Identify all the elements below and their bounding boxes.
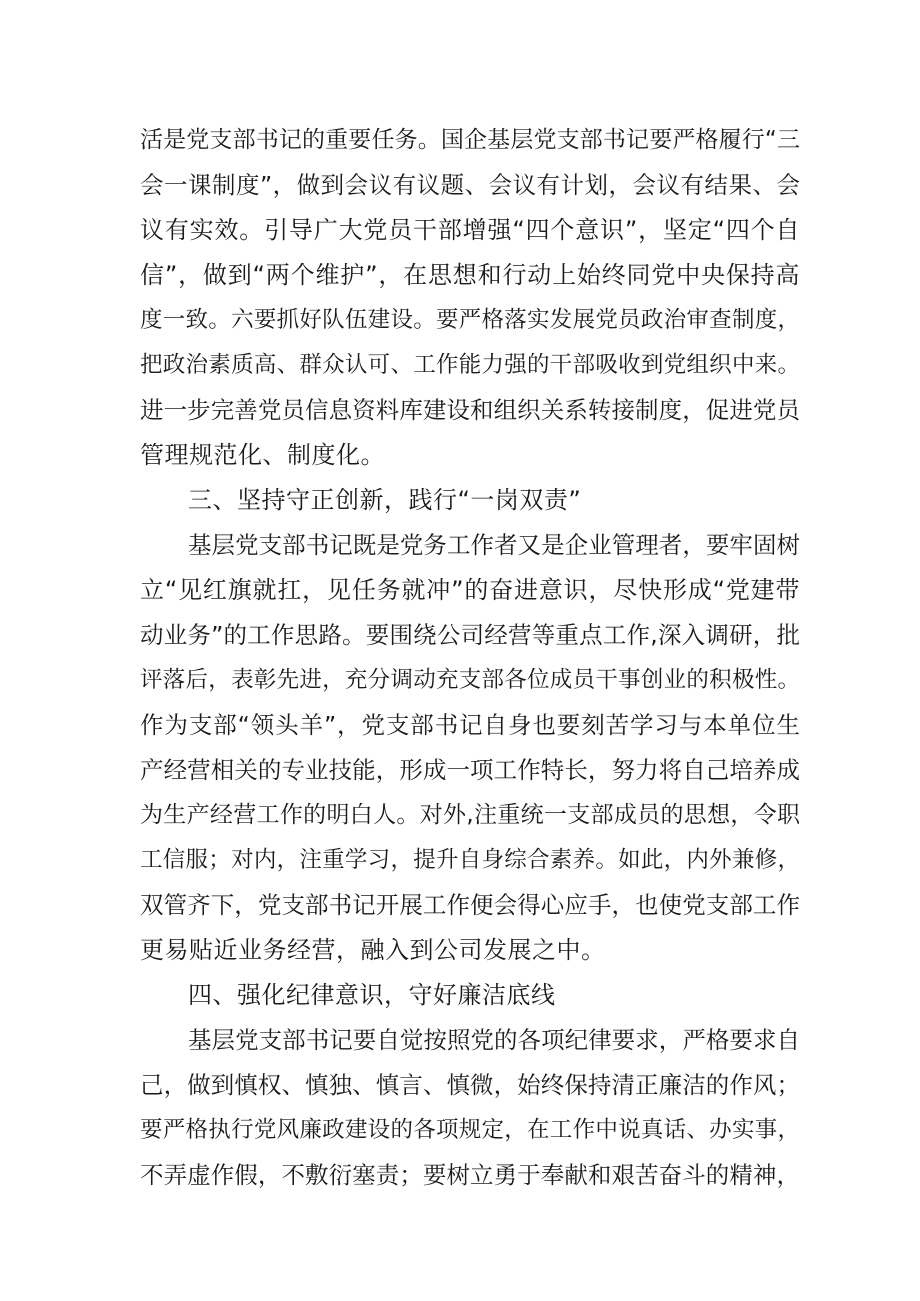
- text-line: 要严格执行党风廉政建设的各项规定，在工作中说真话、办实事，: [140, 1117, 800, 1143]
- text-line: 把政治素质高、群众认可、工作能力强的干部吸收到党组织中来。: [140, 352, 800, 378]
- text-line: 工信服；对内，注重学习，提升自身综合素养。如此，内外兼修，: [140, 847, 800, 873]
- paragraph-first-line: 基层党支部书记既是党务工作者又是企业管理者，要牢固树: [188, 531, 800, 559]
- text-line: 活是党支部书记的重要任务。国企基层党支部书记要严格履行“三: [140, 127, 800, 153]
- text-line: 更易贴近业务经营，融入到公司发展之中。: [140, 936, 606, 964]
- paragraph-first-line: 基层党支部书记要自觉按照党的各项纪律要求，严格要求自: [188, 1026, 800, 1054]
- text-line: 产经营相关的专业技能，形成一项工作特长，努力将自己培养成: [140, 756, 800, 784]
- text-line: 动业务”的工作思路。要围绕公司经营等重点工作,深入调研，批: [140, 621, 800, 649]
- text-line: 信”，做到“两个维护”，在思想和行动上始终同党中央保持高: [140, 261, 800, 289]
- text-line: 议有实效。引导广大党员干部增强“四个意识”，坚定“四个自: [140, 216, 800, 244]
- text-line: 己，做到慎权、慎独、慎言、慎微，始终保持清正廉洁的作风；: [140, 1071, 800, 1099]
- text-line: 双管齐下，党支部书记开展工作便会得心应手，也使党支部工作: [140, 891, 800, 919]
- text-line: 立“见红旗就扛，见任务就冲”的奋进意识，尽快形成“党建带: [140, 576, 800, 604]
- text-line: 进一步完善党员信息资料库建设和组织关系转接制度，促进党员: [140, 396, 800, 424]
- text-line: 不弄虚作假，不敷衍塞责；要树立勇于奉献和艰苦奋斗的精神，: [140, 1161, 800, 1189]
- text-line: 评落后，表彰先进，充分调动充支部各位成员干事创业的积极性。: [140, 667, 800, 693]
- text-line: 管理规范化、制度化。: [140, 441, 385, 469]
- text-line: 度一致。六要抓好队伍建设。要严格落实发展党员政治审查制度，: [140, 307, 800, 333]
- section-heading-3: 三、坚持守正创新，践行“一岗双责”: [188, 486, 582, 514]
- text-line: 作为支部“领头羊”，党支部书记自身也要刻苦学习与本单位生: [140, 711, 800, 739]
- text-line: 会一课制度”，做到会议有议题、会议有计划，会议有结果、会: [140, 171, 800, 199]
- text-line: 为生产经营工作的明白人。对外,注重统一支部成员的思想，令职: [140, 802, 800, 828]
- section-heading-4: 四、强化纪律意识，守好廉洁底线: [188, 981, 556, 1009]
